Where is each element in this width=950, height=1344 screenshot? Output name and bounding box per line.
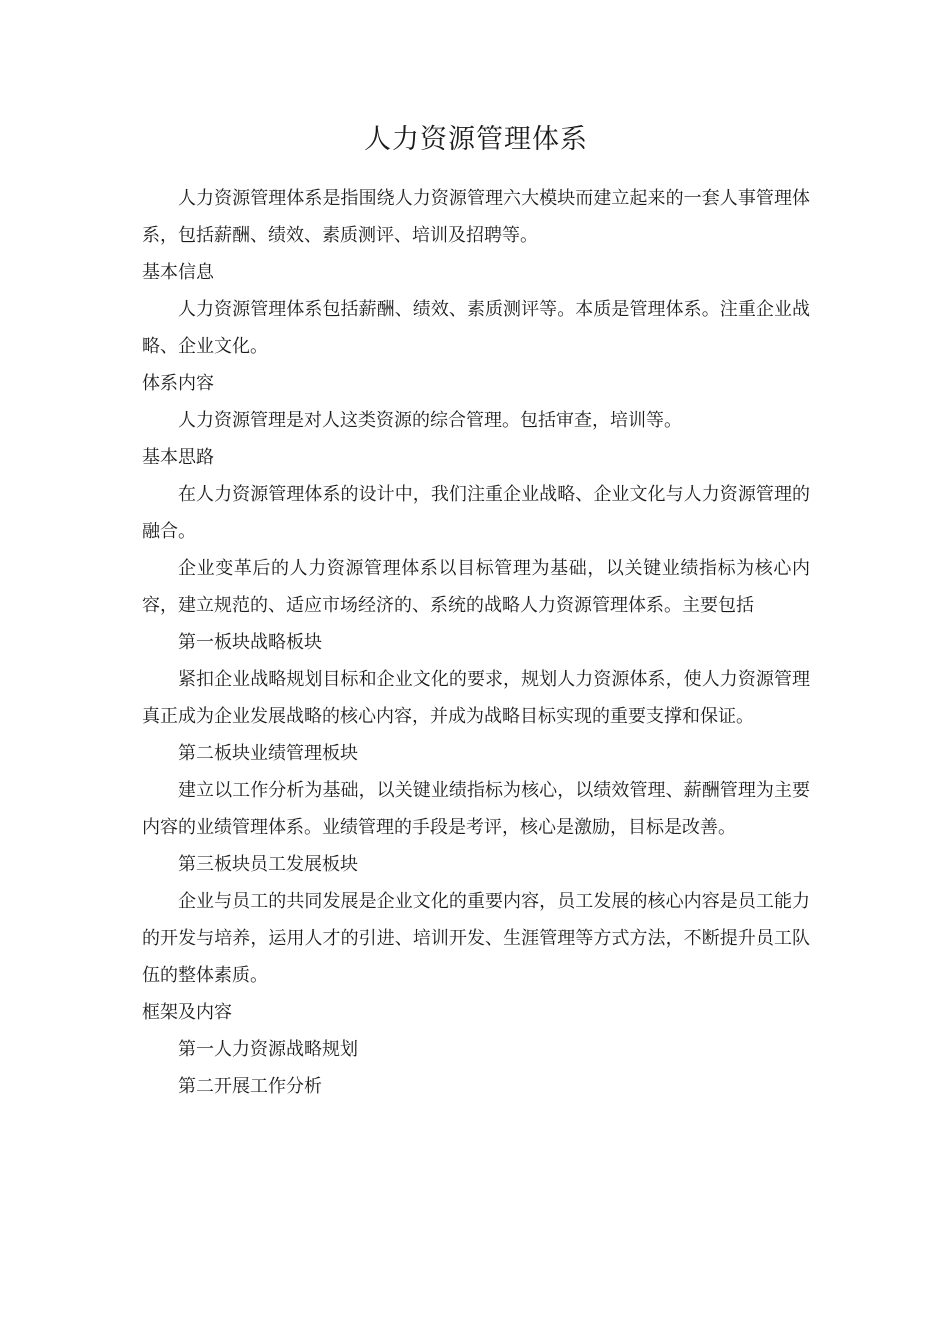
paragraph: 人力资源管理体系包括薪酬、绩效、素质测评等。本质是管理体系。注重企业战略、企业文化。 <box>142 299 810 357</box>
paragraph: 紧扣企业战略规划目标和企业文化的要求，规划人力资源体系，使人力资源管理真正成为企业发展战略的核心内容，并成为战略目标实现的重要支撑和保证。 <box>142 669 810 727</box>
document-title: 人力资源管理体系 <box>364 124 588 155</box>
section-heading: 基本信息 <box>142 262 214 283</box>
section-heading: 基本思路 <box>142 447 214 468</box>
subsection-label: 第三板块员工发展板块 <box>178 854 358 875</box>
section-heading: 框架及内容 <box>142 1002 232 1023</box>
subsection-label: 第一板块战略板块 <box>178 632 322 653</box>
paragraph: 在人力资源管理体系的设计中，我们注重企业战略、企业文化与人力资源管理的融合。 <box>142 484 810 542</box>
document-body <box>142 180 810 1105</box>
paragraph: 建立以工作分析为基础，以关键业绩指标为核心，以绩效管理、薪酬管理为主要内容的业绩管理体系。业绩管理的手段是考评，核心是激励，目标是改善。 <box>142 780 810 838</box>
section-heading: 体系内容 <box>142 373 214 394</box>
subsection-label: 第二板块业绩管理板块 <box>178 743 358 764</box>
list-item: 第二开展工作分析 <box>178 1076 322 1097</box>
list-item: 第一人力资源战略规划 <box>178 1039 358 1060</box>
paragraph: 人力资源管理是对人这类资源的综合管理。包括审查，培训等。 <box>178 410 682 431</box>
paragraph: 企业变革后的人力资源管理体系以目标管理为基础，以关键业绩指标为核心内容，建立规范的、适应市场经济的、系统的战略人力资源管理体系。主要包括 <box>142 558 810 616</box>
paragraph: 人力资源管理体系是指围绕人力资源管理六大模块而建立起来的一套人事管理体系，包括薪酬、绩效、素质测评、培训及招聘等。 <box>142 188 810 246</box>
paragraph: 企业与员工的共同发展是企业文化的重要内容，员工发展的核心内容是员工能力的开发与培养，运用人才的引进、培训开发、生涯管理等方式方法，不断提升员工队伍的整体素质。 <box>142 891 810 986</box>
